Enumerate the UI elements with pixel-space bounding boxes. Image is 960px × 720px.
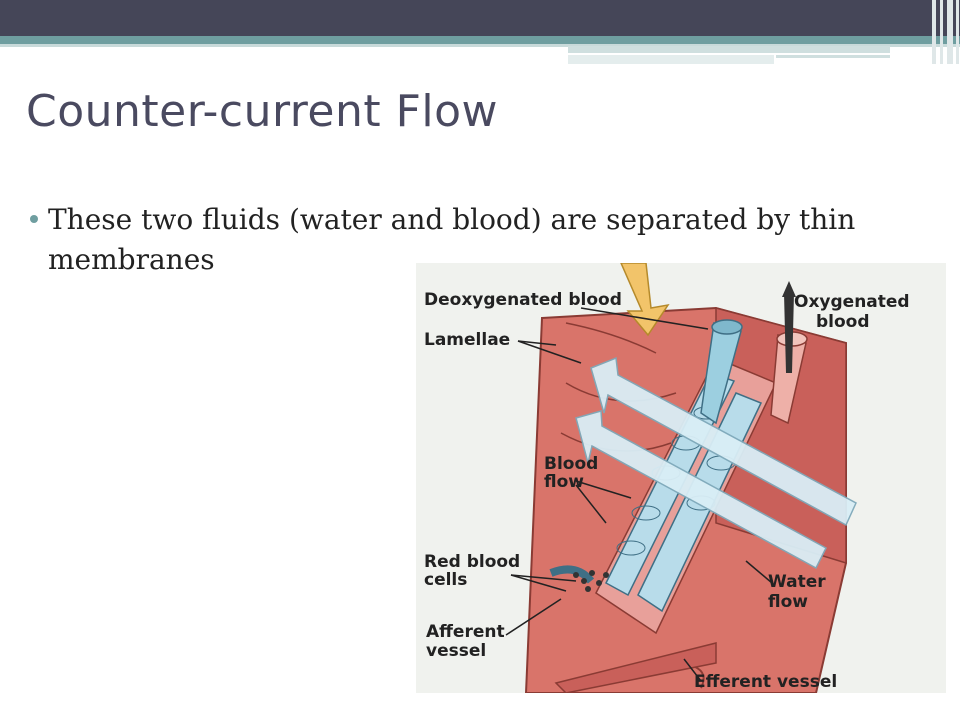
decorative-stripes bbox=[930, 0, 960, 64]
label-blood-flow-line1: Blood bbox=[544, 454, 599, 474]
label-afferent-line2: vessel bbox=[426, 641, 487, 661]
label-oxygenated-line2: blood bbox=[816, 312, 870, 332]
decorative-bar bbox=[568, 46, 890, 53]
label-red-blood-cells-line2: cells bbox=[424, 570, 468, 590]
decorative-bar bbox=[776, 55, 890, 58]
label-lamellae: Lamellae bbox=[424, 330, 511, 350]
label-red-blood-cells-line1: Red blood bbox=[424, 552, 521, 572]
bullet-text: These two fluids (water and blood) are separated by thin membranes bbox=[48, 203, 856, 276]
label-deoxygenated-blood: Deoxygenated blood bbox=[424, 290, 622, 310]
label-oxygenated-line1: Oxygenated bbox=[794, 292, 910, 312]
decorative-bar bbox=[568, 55, 774, 64]
gill-countercurrent-figure bbox=[416, 263, 946, 693]
label-afferent-line1: Afferent bbox=[426, 622, 505, 642]
label-water-flow-line1: Water bbox=[768, 572, 826, 592]
slide-title: Counter-current Flow bbox=[26, 86, 499, 137]
header-accent-line bbox=[0, 36, 960, 44]
label-water-flow-line2: flow bbox=[768, 592, 808, 612]
label-blood-flow-line2: flow bbox=[544, 472, 584, 492]
label-efferent-vessel: Efferent vessel bbox=[694, 672, 838, 692]
header-bar bbox=[0, 0, 960, 36]
bullet-icon bbox=[30, 215, 38, 223]
